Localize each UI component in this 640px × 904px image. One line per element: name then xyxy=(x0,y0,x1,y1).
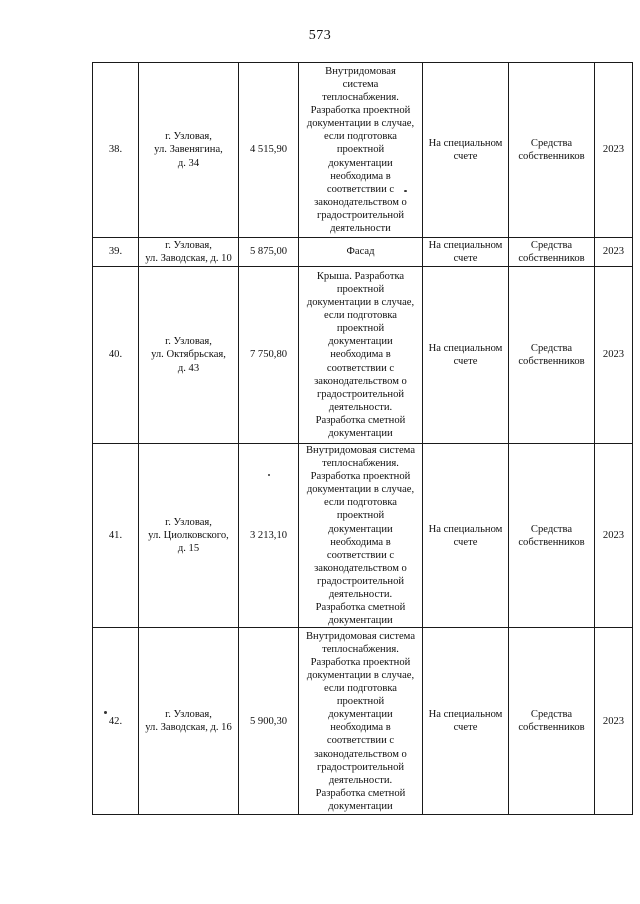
table-row xyxy=(93,444,633,628)
row-address: г. Узловая, ул. Циолковского, д. 15 xyxy=(139,444,239,628)
row-funding-source: Средства собственников xyxy=(509,63,595,238)
row-year: 2023 xyxy=(595,444,633,628)
row-works: Внутридомовая система теплоснабжения. Разработка проектной документации в случае, если подготовка проектной документации необходима в соответствии с законодательством о градостроительной деятельности. Разработка сметной документации xyxy=(299,444,423,628)
table-row xyxy=(93,63,633,238)
row-works: Крыша. Разработка проектной документации в случае, если подготовка проектной документации необходима в соответствии с законодательством о градостроительной деятельности. Разработка сметной документации xyxy=(299,267,423,444)
row-funding-source: Средства собственников xyxy=(509,444,595,628)
row-area: 7 750,80 xyxy=(239,267,299,444)
row-address: г. Узловая, ул. Завенягина, д. 34 xyxy=(139,63,239,238)
row-account: На специальном счете xyxy=(423,238,509,267)
row-funding-source: Средства собственников xyxy=(509,238,595,267)
row-area: 4 515,90 xyxy=(239,63,299,238)
row-area: 5 900,30 xyxy=(239,628,299,815)
row-account: На специальном счете xyxy=(423,444,509,628)
row-area: 5 875,00 xyxy=(239,238,299,267)
row-address: г. Узловая, ул. Заводская, д. 16 xyxy=(139,628,239,815)
row-area: 3 213,10 xyxy=(239,444,299,628)
row-works: Фасад xyxy=(299,238,423,267)
row-address: г. Узловая, ул. Заводская, д. 10 xyxy=(139,238,239,267)
row-address: г. Узловая, ул. Октябрьская, д. 43 xyxy=(139,267,239,444)
row-works: Внутридомовая система теплоснабжения. Разработка проектной документации в случае, если подготовка проектной документации необходима в соответствии с законодательством о градостроительной деятельности xyxy=(299,63,423,238)
row-year: 2023 xyxy=(595,238,633,267)
row-account: На специальном счете xyxy=(423,267,509,444)
scan-speck xyxy=(104,711,107,714)
page-number: 573 xyxy=(308,28,332,43)
table-row xyxy=(93,238,633,267)
row-funding-source: Средства собственников xyxy=(509,267,595,444)
row-account: На специальном счете xyxy=(423,628,509,815)
table-row xyxy=(93,628,633,815)
row-works: Внутридомовая система теплоснабжения. Разработка проектной документации в случае, если подготовка проектной документации необходима в соответствии с законодательством о градостроительной деятельности. Разработка сметной документации xyxy=(299,628,423,815)
row-year: 2023 xyxy=(595,628,633,815)
row-year: 2023 xyxy=(595,267,633,444)
row-account: На специальном счете xyxy=(423,63,509,238)
scan-speck xyxy=(404,190,407,192)
scan-speck xyxy=(268,474,270,476)
row-number: 39. xyxy=(93,238,139,267)
row-year: 2023 xyxy=(595,63,633,238)
row-number: 42. xyxy=(93,628,139,815)
row-number: 38. xyxy=(93,63,139,238)
row-number: 40. xyxy=(93,267,139,444)
row-number: 41. xyxy=(93,444,139,628)
table-row xyxy=(93,267,633,444)
repair-registry-table xyxy=(92,62,633,815)
row-funding-source: Средства собственников xyxy=(509,628,595,815)
